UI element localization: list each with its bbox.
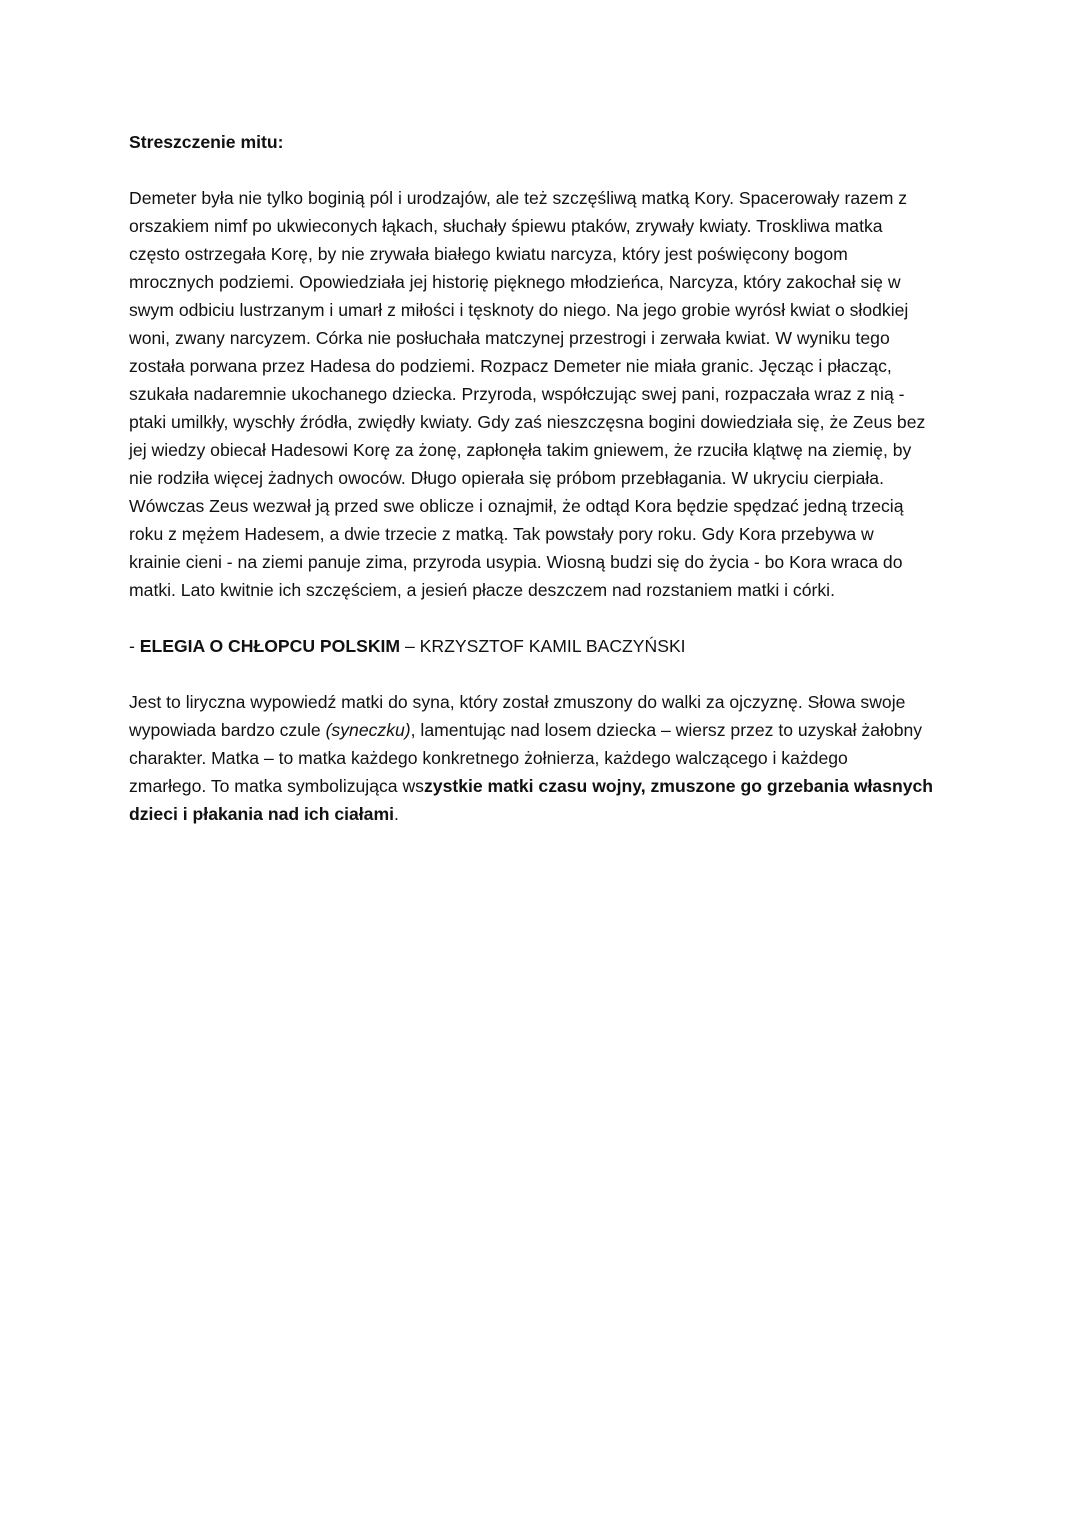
- section-heading: Streszczenie mitu:: [129, 132, 284, 152]
- text-line: Jest to liryczna wypowiedź matki do syna, który został zmuszony do walki za ojczyznę. Słowa swoje: [129, 692, 906, 712]
- text-fragment: .: [394, 804, 399, 824]
- text-line: ptaki umilkły, wyschły źródła, zwiędły kwiaty. Gdy zaś nieszczęsna bogini dowiedziała się, że Zeus bez: [129, 412, 926, 432]
- text-line: Wówczas Zeus wezwał ją przed swe oblicze i oznajmił, że odtąd Kora będzie spędzać jedną trzecią: [129, 496, 904, 516]
- text-line: [129, 800, 951, 828]
- spacer: [129, 604, 951, 632]
- text-line: szukała nadaremnie ukochanego dziecka. Przyroda, współczując swej pani, rozpaczała wraz z nią -: [129, 384, 905, 404]
- myth-summary-paragraph: [129, 184, 951, 604]
- text-fragment: zmarłego. To matka symbolizująca ws: [129, 776, 424, 796]
- text-line: krainie cieni - na ziemi panuje zima, przyroda usypia. Wiosną budzi się do życia - bo Kora wraca do: [129, 552, 903, 572]
- text-line: swym odbiciu lustrzanym i umarł z miłości i tęsknoty do niego. Na jego grobie wyrósł kwiat o słodkiej: [129, 300, 909, 320]
- italic-quote: (syneczku): [325, 720, 411, 740]
- text-fragment: wypowiada bardzo czule: [129, 720, 326, 740]
- poem-heading-prefix: -: [129, 636, 140, 656]
- text-line: została porwana przez Hadesa do podziemi. Rozpacz Demeter nie miała granic. Jęcząc i płacząc,: [129, 356, 892, 376]
- text-line: woni, zwany narcyzem. Córka nie posłuchała matczynej przestrogi i zerwała kwiat. W wyniku tego: [129, 328, 890, 348]
- text-line: mrocznych podziemi. Opowiedziała jej historię pięknego młodzieńca, Narcyza, który zakochał się w: [129, 272, 901, 292]
- bold-fragment: dzieci i płakania nad ich ciałami: [129, 804, 394, 824]
- text-line: jej wiedzy obiecał Hadesowi Korę za żonę, zapłonęła takim gniewem, że rzuciła klątwę na ziemię, by: [129, 440, 912, 460]
- text-fragment: , lamentując nad losem dziecka – wiersz przez to uzyskał żałobny: [410, 720, 923, 740]
- text-line: Demeter była nie tylko boginią pól i urodzajów, ale też szczęśliwą matką Kory. Spacerowały razem z: [129, 188, 908, 208]
- text-line: roku z mężem Hadesem, a dwie trzecie z matką. Tak powstały pory roku. Gdy Kora przebywa w: [129, 524, 874, 544]
- poem-heading-separator: –: [400, 636, 420, 656]
- text-line: [129, 716, 951, 744]
- text-line: charakter. Matka – to matka każdego konkretnego żołnierza, każdego walczącego i każdego: [129, 748, 848, 768]
- poem-heading: [129, 632, 951, 660]
- document-content: [129, 128, 951, 828]
- poem-author: KRZYSZTOF KAMIL BACZYŃSKI: [419, 636, 686, 656]
- bold-fragment: zystkie matki czasu wojny, zmuszone go grzebania własnych: [423, 776, 934, 796]
- poem-title: ELEGIA O CHŁOPCU POLSKIM: [139, 636, 401, 656]
- text-line: [129, 772, 951, 800]
- text-line: nie rodziła więcej żadnych owoców. Długo opierała się próbom przebłagania. W ukryciu cierpiała.: [129, 468, 884, 488]
- spacer: [129, 156, 951, 184]
- spacer: [129, 660, 951, 688]
- poem-description-paragraph: [129, 688, 951, 828]
- text-line: orszakiem nimf po ukwieconych łąkach, słuchały śpiewu ptaków, zrywały kwiaty. Troskliwa matka: [129, 216, 883, 236]
- text-line: matki. Lato kwitnie ich szczęściem, a jesień płacze deszczem nad rozstaniem matki i córki.: [129, 580, 835, 600]
- text-line: często ostrzegała Korę, by nie zrywała białego kwiatu narcyza, który jest poświęcony bogom: [129, 244, 848, 264]
